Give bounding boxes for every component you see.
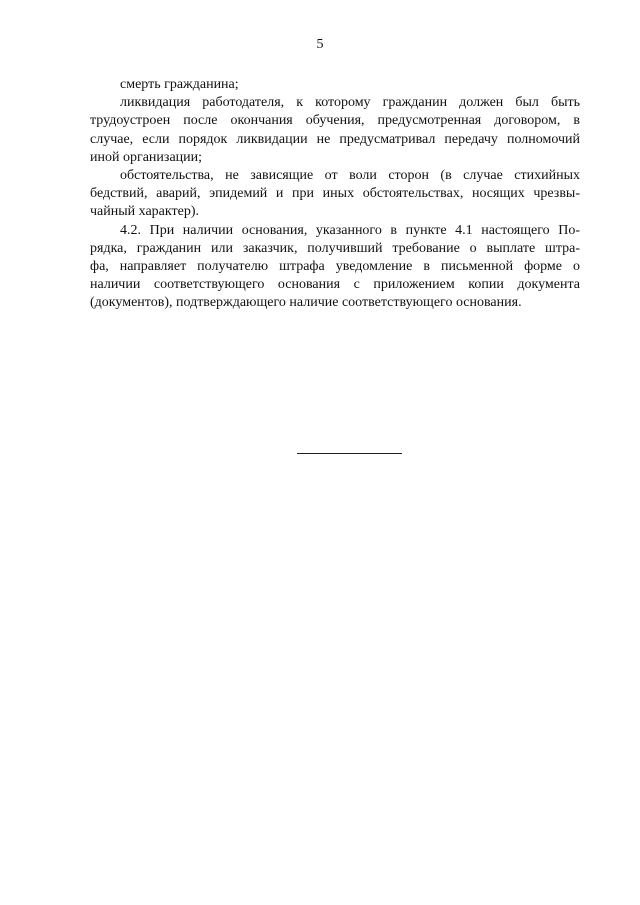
text-line: чайный характер).: [90, 204, 199, 220]
page-number: 5: [316, 37, 324, 52]
text-line: трудоустроен после окончания обучения, предусмотренная договором, в: [90, 113, 580, 129]
text-line: рядка, гражданин или заказчик, получивший требование о выплате штра-: [90, 240, 580, 256]
text-line: иной организации;: [90, 149, 203, 165]
text-line: смерть гражданина;: [120, 77, 239, 92]
text-line: случае, если порядок ликвидации не предусматривал передачу полномочий: [90, 131, 580, 147]
document-body: [90, 76, 580, 312]
text-line: обстоятельства, не зависящие от воли сторон (в случае стихийных: [120, 167, 580, 183]
text-line: наличии соответствующего основания с приложением копии документа: [90, 277, 580, 293]
text-line: (документов), подтверждающего наличие соответствующего основания.: [90, 295, 522, 311]
end-of-document-rule: [297, 453, 402, 454]
text-line: 4.2. При наличии основания, указанного в пункте 4.1 настоящего По-: [120, 222, 580, 238]
text-line: ликвидация работодателя, к которому гражданин должен был быть: [120, 95, 580, 111]
text-line: фа, направляет получателю штрафа уведомление в письменной форме о: [90, 258, 580, 274]
text-line: бедствий, аварий, эпидемий и при иных обстоятельствах, носящих чрезвы-: [90, 186, 580, 202]
